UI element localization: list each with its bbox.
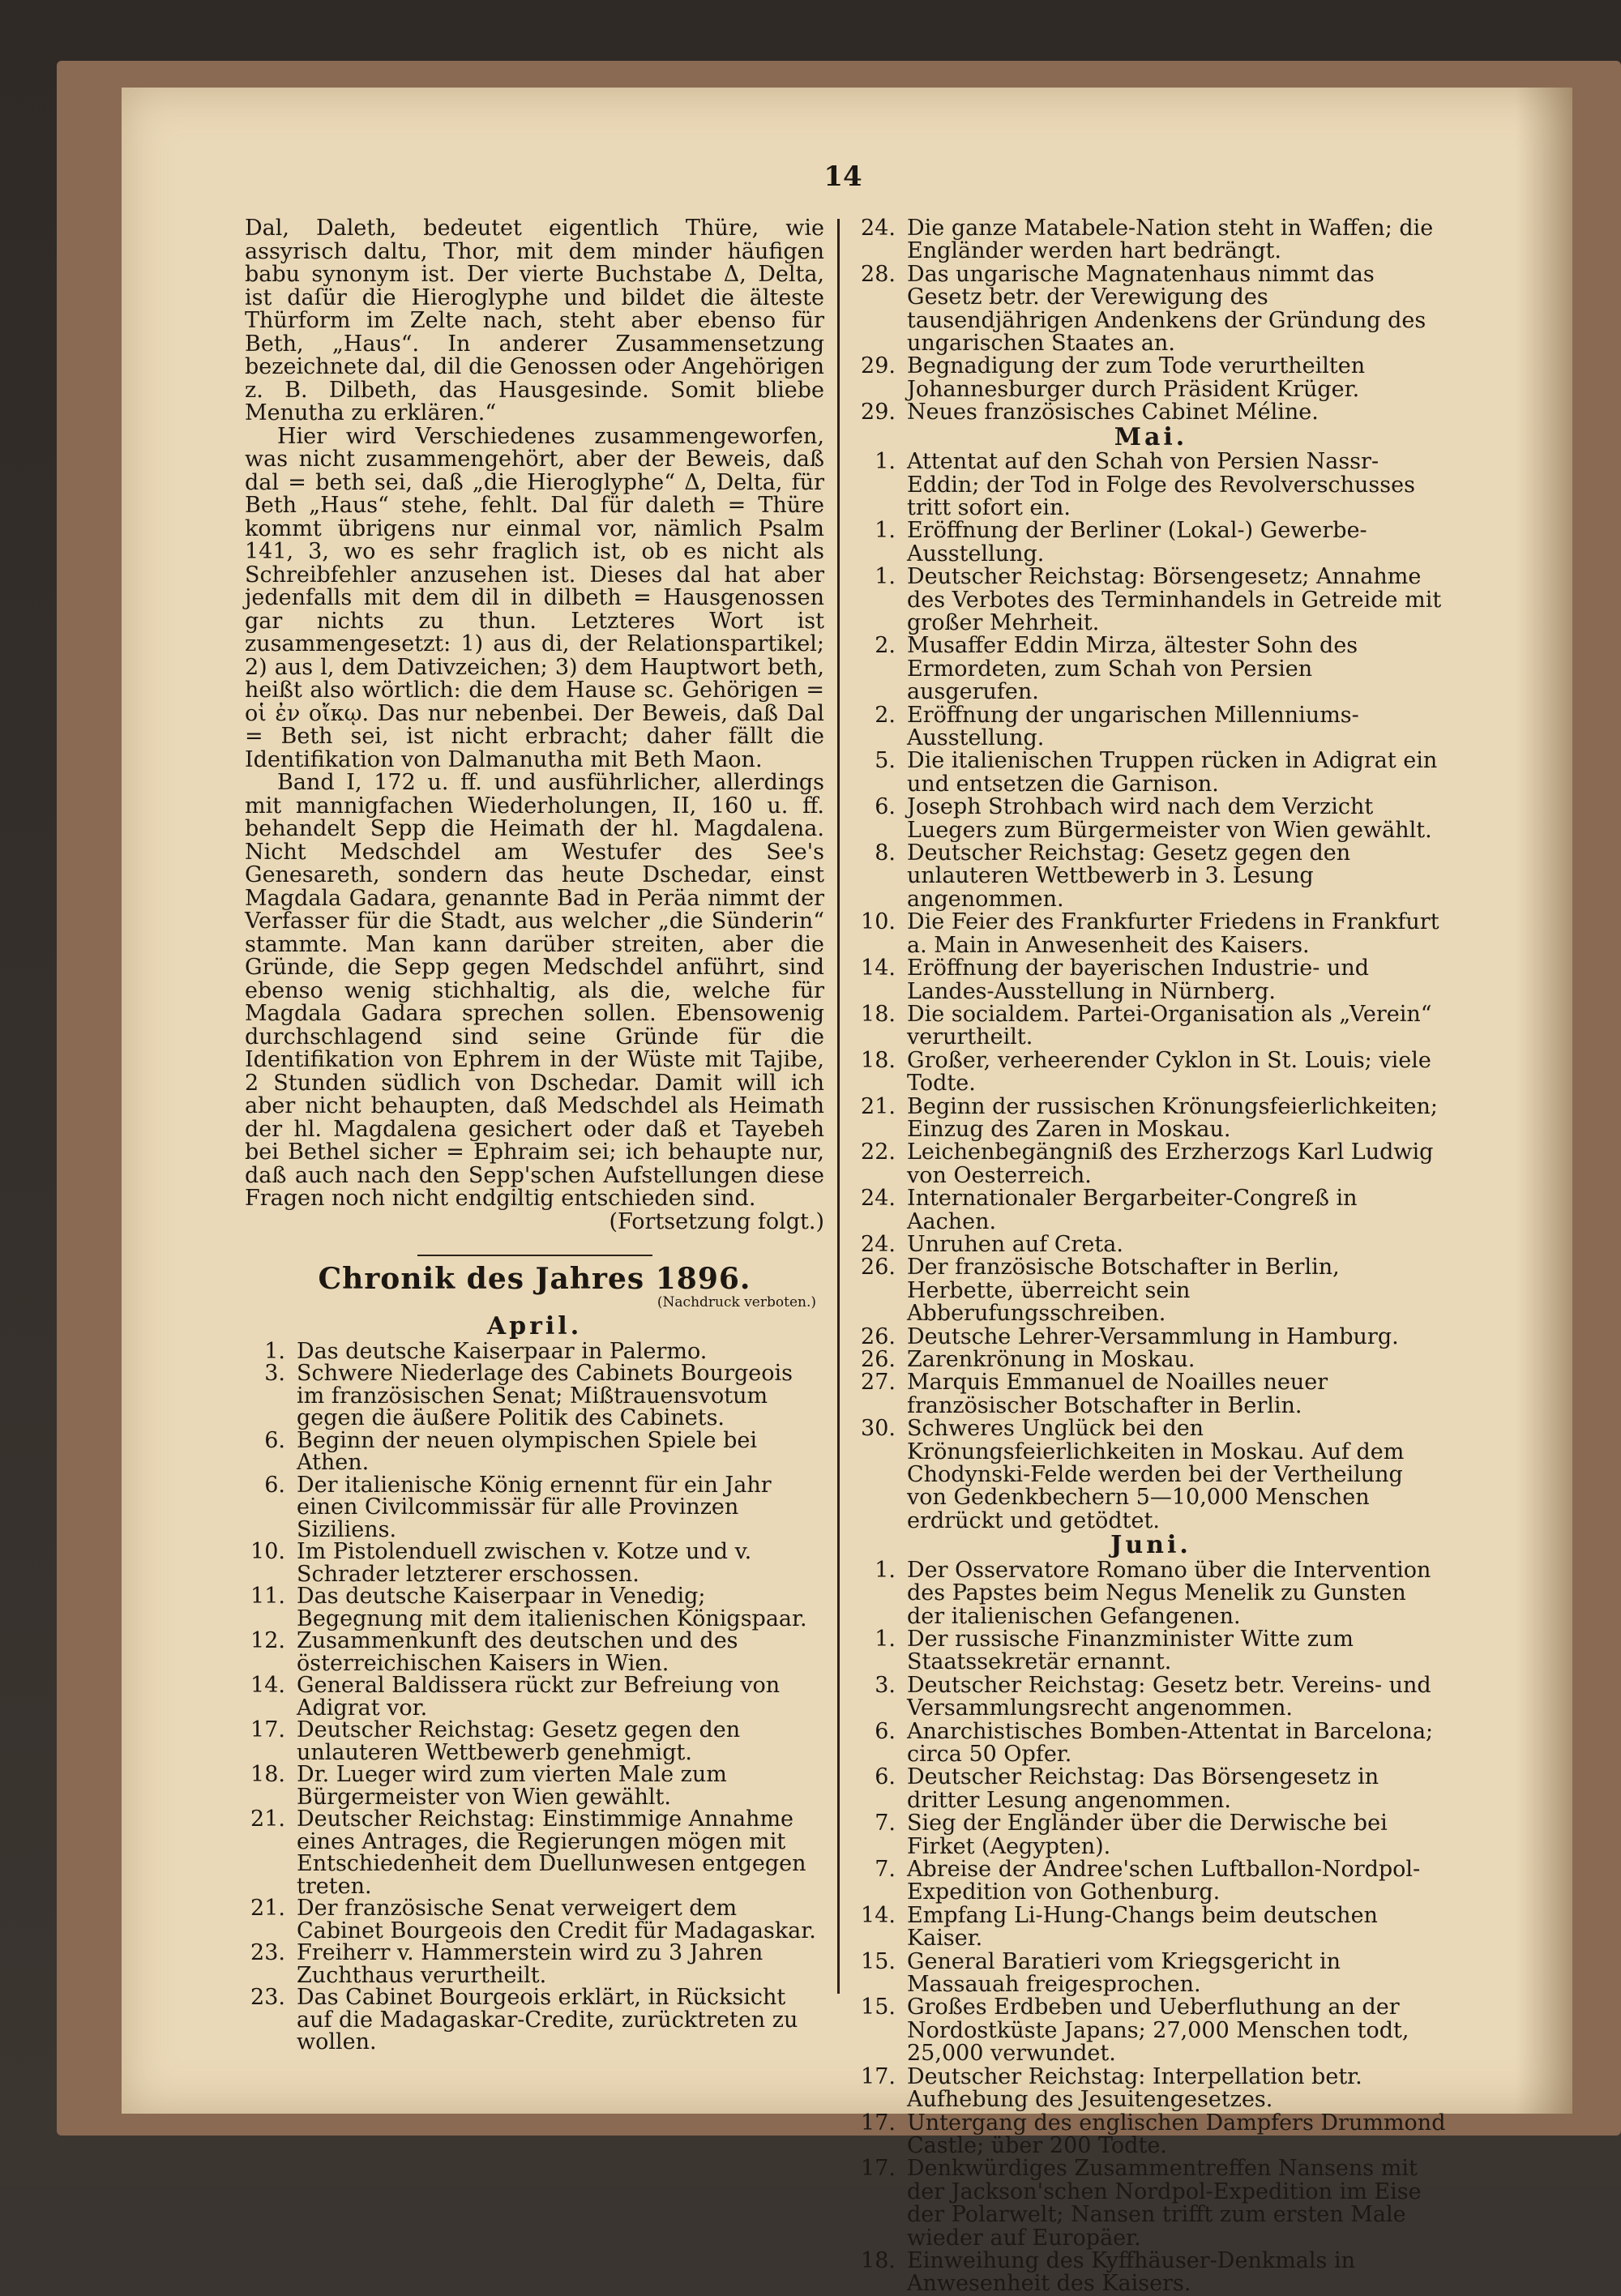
entry-text: Musaffer Eddin Mirza, ältester Sohn des Ermordeten, zum Schah von Persien ausgerufen.	[907, 633, 1358, 705]
chronicle-entry	[245, 1474, 824, 1541]
entry-day: 5.	[875, 748, 896, 774]
entry-day: 27.	[861, 1370, 896, 1396]
entry-day: 18.	[861, 1047, 896, 1073]
entry-day: 1.	[875, 1626, 896, 1652]
article-paragraph: Band I, 172 u. ff. und ausführlicher, allerdings mit mannigfachen Wiederholungen, II, 160 u. ff. behandelt Sepp die Heimath der hl. Magdalena. Nicht Medschdel am Westufer des See's Genesareth, sondern das heute Dschedar, einst Magdala Gadara, genannte Bad in Peräa nimmt der Verfasser für die Stadt, aus welcher „die Sünderin“ stammte. Man kann darüber streiten, aber die Gründe, die Sepp gegen Medschdel anführt, sind ebenso wenig stichhaltig, als die, welche für Magdala Gadara sprechen sollen. Ebensowenig durchschlagend sind seine Gründe für die Identifikation von Ephrem in der Wüste mit Tajibe, 2 Stunden südlich von Dschedar. Damit will ich aber nicht behaupten, daß Medschdel als Heimath der hl. Magdalena gesichert oder daß et Tayebeh bei Bethel sicher = Ephraim sei; ich behaupte nur, daß auch nach den Sepp'schen Aufstellungen diese Fragen noch nicht endgiltig entschieden sind.	[245, 770, 824, 1211]
entry-text: Der Osservatore Romano über die Intervention des Papstes beim Negus Menelik zu Gunsten der italienischen Gefangenen.	[907, 1557, 1431, 1629]
chronicle-entry	[245, 1897, 824, 1942]
entry-text: Die italienischen Truppen rücken in Adigrat ein und entsetzen die Garnison.	[907, 748, 1438, 797]
chronicle-entry	[855, 1371, 1447, 1417]
entry-day: 22.	[861, 1139, 896, 1165]
entry-day: 21.	[250, 1896, 285, 1921]
chronicle-entry	[855, 1718, 1447, 1767]
entry-day: 17.	[861, 2110, 896, 2136]
entry-text: Deutsche Lehrer-Versammlung in Hamburg.	[907, 1323, 1399, 1349]
chronicle-entry	[855, 2157, 1447, 2250]
entry-text: Das deutsche Kaiserpaar in Venedig; Begegnung mit dem italienischen Königspaar.	[297, 1584, 807, 1631]
chronicle-entry	[855, 842, 1447, 911]
entry-text: Das Cabinet Bourgeois erklärt, in Rücksicht auf die Madagaskar-Credite, zurücktreten zu wollen.	[297, 1985, 798, 2054]
entry-text: Die Feier des Frankfurter Friedens in Frankfurt a. Main in Anwesenheit des Kaisers.	[907, 909, 1439, 958]
chronicle-entry	[245, 1808, 824, 1897]
chronicle-entry	[855, 1047, 1447, 1097]
chronicle-entry	[855, 1141, 1447, 1187]
entry-text: Großer, verheerender Cyklon in St. Louis; viele Todte.	[907, 1047, 1431, 1097]
article-body	[245, 217, 824, 1211]
chronicle-entry	[245, 1362, 824, 1430]
entry-text: Die socialdem. Partei-Organisation als „Verein“ verurtheilt.	[907, 1001, 1432, 1050]
article-paragraph: Dal, Daleth, bedeutet eigentlich Thüre, wie assyrisch daltu, Thor, mit dem minder häufigen babu synonym ist. Der vierte Buchstabe Δ, Delta, ist daſür die Hieroglyphe und bildet die älteste Thürform im Zelte nach, steht aber ebenso für Beth, „Haus“. In anderer Zusammensetzung bezeichnete dal, dil die Genossen oder Angehörigen z. B. Dilbeth, das Hausgesinde. Somit bliebe Menutha zu erklären.“	[245, 216, 824, 425]
entry-text: Der französische Senat verweigert dem Cabinet Bourgeois den Credit für Madagaskar.	[297, 1896, 816, 1943]
page-number: 14	[823, 160, 862, 193]
entry-text: General Baratieri vom Kriegsgericht in Massauah freigesprochen.	[907, 1948, 1341, 1998]
entry-day: 17.	[250, 1717, 285, 1742]
entry-text: Zusammenkunft des deutschen und des österreichischen Kaisers in Wien.	[297, 1628, 738, 1676]
entry-day: 26.	[861, 1323, 896, 1349]
chronicle-entry	[855, 2247, 1447, 2296]
entry-text: Deutscher Reichstag: Gesetz gegen den unlauteren Wettbewerb in 3. Lesung angenommen.	[907, 840, 1351, 912]
entry-text: Joseph Strohbach wird nach dem Verzicht Luegers zum Bürgermeister von Wien gewählt.	[907, 794, 1432, 843]
entry-text: Die ganze Matabele-Nation steht in Waffen; die Engländer werden hart bedrängt.	[907, 216, 1434, 264]
entry-day: 10.	[250, 1539, 285, 1564]
entry-text: Deutscher Reichstag: Gesetz gegen den unlauteren Wettbewerb genehmigt.	[297, 1717, 741, 1765]
chronicle-entry	[855, 401, 1447, 424]
entry-text: Attentat auf den Schah von Persien Nassr-Eddin; der Tod in Folge des Revolverschusses tritt sofort ein.	[907, 449, 1415, 520]
chronicle-entry	[245, 1541, 824, 1585]
entry-day: 8.	[875, 840, 896, 866]
entry-day: 10.	[861, 909, 896, 935]
month-heading-april: April.	[486, 1312, 583, 1340]
entry-text: Deutscher Reichstag: Das Börsengesetz in dritter Lesung angenommen.	[907, 1764, 1379, 1813]
chronicle-entry	[855, 704, 1447, 750]
chronicle-entry	[245, 1585, 824, 1630]
entry-text: Untergang des englischen Dampfers Drummond Castle; über 200 Todte.	[907, 2110, 1446, 2158]
entry-text: Großes Erdbeben und Ueberfluthung an der Nordostküste Japans; 27,000 Menschen todt, 25,000 verwundet.	[907, 1995, 1409, 2067]
entry-text: Deutscher Reichstag: Börsengesetz; Annahme des Verbotes des Terminhandels in Getreide mit großer Mehrheit.	[907, 564, 1442, 635]
entry-text: Empfang Li-Hung-Changs beim deutschen Kaiser.	[907, 1902, 1378, 1952]
entry-day: 18.	[861, 2247, 896, 2273]
entry-text: Im Pistolenduell zwischen v. Kotze und v. Schrader letzterer erschossen.	[297, 1539, 752, 1587]
entry-day: 6.	[264, 1427, 285, 1453]
chronicle-entry	[855, 1902, 1447, 1952]
entry-text: Deutscher Reichstag: Einstimmige Annahme eines Antrages, die Regierungen mögen mit Entschiedenheit dem Duellunwesen entgegen treten.	[297, 1806, 806, 1899]
chronicle-entry	[855, 519, 1447, 566]
chronicle-entry	[855, 1003, 1447, 1050]
chronicle-entry	[855, 566, 1447, 635]
chronicle-title: Chronik des Jahres 1896.	[318, 1262, 751, 1296]
entry-day: 1.	[875, 449, 896, 475]
chronicle-entry	[855, 1858, 1447, 1905]
entry-day: 30.	[861, 1416, 896, 1442]
chronicle-entry	[855, 2112, 1447, 2158]
entry-day: 21.	[861, 1093, 896, 1119]
entry-day: 12.	[250, 1628, 285, 1653]
chronicle-entry	[855, 1674, 1447, 1721]
chronicle-entry	[245, 1674, 824, 1719]
entry-day: 7.	[875, 1811, 896, 1836]
chronicle-entry	[245, 1340, 824, 1363]
entry-day: 1.	[875, 564, 896, 590]
chronicle-entry	[245, 1719, 824, 1764]
section-rule	[417, 1255, 652, 1256]
entry-text: Denkwürdiges Zusammentreffen Nansens mit der Jackson'schen Nordpol-Expedition im Eise der Polarwelt; Nansen trifft zum ersten Male wieder auf Europäer.	[907, 2156, 1422, 2251]
entry-text: Deutscher Reichstag: Gesetz betr. Vereins- und Versammlungsrecht angenommen.	[907, 1672, 1431, 1721]
entry-day: 2.	[875, 702, 896, 728]
chronicle-entry	[855, 355, 1447, 401]
entry-day: 24.	[861, 1231, 896, 1257]
entry-day: 6.	[875, 794, 896, 820]
entry-text: Unruhen auf Creta.	[907, 1231, 1123, 1257]
entry-text: Beginn der neuen olympischen Spiele bei Athen.	[297, 1427, 758, 1475]
entry-day: 29.	[861, 400, 896, 425]
reprint-note: (Nachdruck verboten.)	[657, 1293, 816, 1310]
entry-day: 29.	[861, 353, 896, 379]
entry-text: Einweihung des Kyffhäuser-Denkmals in Anwesenheit des Kaisers.	[907, 2247, 1355, 2296]
continued-note: (Fortsetzung folgt.)	[609, 1208, 824, 1234]
entry-day: 1.	[264, 1338, 285, 1364]
entry-text: Internationaler Bergarbeiter-Congreß in Aachen.	[907, 1186, 1358, 1234]
entry-day: 18.	[250, 1762, 285, 1787]
entry-day: 3.	[264, 1361, 285, 1386]
chronicle-entry	[855, 1093, 1447, 1142]
chronicle-entry	[855, 217, 1447, 263]
entry-day: 21.	[250, 1806, 285, 1832]
entry-day: 24.	[861, 1186, 896, 1212]
entry-day: 3.	[875, 1672, 896, 1698]
entry-day: 26.	[861, 1255, 896, 1281]
month-heading-may: Mai.	[1114, 422, 1188, 451]
chronicle-entry	[855, 635, 1447, 703]
chronicle-entry	[855, 1948, 1447, 1998]
entry-day: 1.	[875, 518, 896, 544]
entry-text: Anarchistisches Bomben-Attentat in Barcelona; circa 50 Opfer.	[907, 1718, 1434, 1767]
entry-day: 14.	[861, 956, 896, 981]
entry-day: 15.	[861, 1948, 896, 1974]
may-entries	[855, 451, 1447, 1533]
chronicle-entry	[855, 1812, 1447, 1858]
entry-text: Eröffnung der ungarischen Millenniums-Ausstellung.	[907, 702, 1359, 751]
entry-text: Der russische Finanzminister Witte zum Staatssekretär ernannt.	[907, 1626, 1354, 1675]
article-paragraph: Hier wird Verschiedenes zusammengeworfen, was nicht zusammengehört, aber der Beweis, daß dal = beth sei, daß „die Hieroglyphe“ Δ, Delta, für Beth „Haus“ stehe, fehlt. Dal für daleth = Thüre kommt übrigens nur einmal vor, nämlich Psalm 141, 3, wo es sehr fraglich ist, ob es nicht als Schreibfehler anzusehen ist. Dieses dal hat aber jedenfalls mit dem dil in dilbeth = Hausgenossen gar nichts zu thun. Letzteres Wort ist zusammengesetzt: 1) aus di, der Relationspartikel; 2) aus l, dem Dativzeichen; 3) dem Hauptwort beth, heißt also wörtlich: die dem Hause sc. Gehörigen = οἱ ἐν οἴκῳ. Das nur nebenbei. Der Beweis, daß Dal = Beth sei, ist nicht erbracht; daher fällt die Identifikation von Dalmanutha mit Beth Maon.	[245, 423, 824, 772]
entry-day: 14.	[861, 1902, 896, 1928]
april-entries-continued	[855, 217, 1447, 425]
chronicle-entry	[855, 1559, 1447, 1628]
chronicle-entry	[855, 1256, 1447, 1325]
chronicle-entry	[855, 1231, 1447, 1257]
entry-day: 23.	[250, 1940, 285, 1965]
entry-day: 14.	[250, 1673, 285, 1698]
entry-day: 6.	[264, 1472, 285, 1498]
right-column	[855, 217, 1447, 2296]
page-edge-shadow	[1516, 88, 1572, 2114]
chronicle-entry	[855, 796, 1447, 842]
chronicle-entry	[855, 2063, 1447, 2113]
chronicle-entry	[855, 1766, 1447, 1812]
chronicle-entry	[245, 1630, 824, 1674]
entry-day: 11.	[250, 1584, 285, 1609]
entry-day: 17.	[861, 2156, 896, 2182]
entry-text: Das deutsche Kaiserpaar in Palermo.	[297, 1338, 708, 1364]
entry-day: 28.	[861, 261, 896, 287]
entry-text: Schweres Unglück bei den Krönungsfeierlichkeiten in Moskau. Auf dem Chodynski-Felde werden bei der Vertheilung von Gedenkbechern 5—10,000 Menschen erdrückt und getödtet.	[907, 1416, 1405, 1533]
april-entries	[245, 1340, 824, 2054]
entry-text: Schwere Niederlage des Cabinets Bourgeois im französischen Senat; Mißtrauensvotum gegen die äußere Politik des Cabinets.	[297, 1361, 793, 1430]
entry-day: 15.	[861, 1995, 896, 2020]
entry-text: Beginn der russischen Krönungsfeierlichkeiten; Einzug des Zaren in Moskau.	[907, 1093, 1439, 1142]
entry-text: Zarenkrönung in Moskau.	[907, 1347, 1195, 1372]
chronicle-entry	[855, 451, 1447, 519]
chronicle-entry	[245, 1427, 824, 1475]
column-divider	[837, 219, 840, 1994]
entry-text: Deutscher Reichstag: Interpellation betr. Aufhebung des Jesuitengesetzes.	[907, 2063, 1362, 2113]
chronicle-entry	[245, 1986, 824, 2054]
entry-text: Eröffnung der Berliner (Lokal-) Gewerbe-Ausstellung.	[907, 518, 1367, 567]
chronicle-entry	[855, 750, 1447, 796]
entry-day: 18.	[861, 1001, 896, 1027]
chronicle-entry	[245, 1764, 824, 1808]
entry-text: Der französische Botschafter in Berlin, Herbette, überreicht sein Abberufungsschreiben.	[907, 1255, 1340, 1327]
entry-text: Abreise der Andree'schen Luftballon-Nordpol-Expedition von Gothenburg.	[907, 1857, 1421, 1905]
month-heading-june: Juni.	[1110, 1531, 1191, 1560]
entry-text: Sieg der Engländer über die Derwische bei Firket (Aegypten).	[907, 1811, 1388, 1859]
entry-day: 24.	[861, 216, 896, 241]
entry-text: Der italienische König ernennt für ein Jahr einen Civilcommissär für alle Provinzen Siziliens.	[297, 1472, 772, 1542]
entry-text: Freiherr v. Hammerstein wird zu 3 Jahren Zuchthaus verurtheilt.	[297, 1940, 763, 1988]
chronicle-entry	[855, 1996, 1447, 2065]
chronicle-entry	[855, 1628, 1447, 1674]
entry-text: Dr. Lueger wird zum vierten Male zum Bürgermeister von Wien gewählt.	[297, 1762, 727, 1810]
chronicle-entry	[855, 1349, 1447, 1371]
entry-day: 23.	[250, 1985, 285, 2010]
entry-text: General Baldissera rückt zur Befreiung von Adigrat vor.	[297, 1673, 781, 1721]
entry-text: Neues französisches Cabinet Méline.	[907, 400, 1319, 425]
left-column	[245, 217, 824, 2054]
entry-text: Begnadigung der zum Tode verurtheilten Johannesburger durch Präsident Krüger.	[907, 353, 1366, 402]
chronicle-entry	[245, 1942, 824, 1986]
entry-day: 2.	[875, 633, 896, 659]
entry-day: 26.	[861, 1347, 896, 1372]
chronicle-entry	[855, 1417, 1447, 1533]
chronicle-entry	[855, 911, 1447, 957]
entry-text: Eröffnung der bayerischen Industrie- und Landes-Ausstellung in Nürnberg.	[907, 956, 1370, 1004]
entry-day: 1.	[875, 1557, 896, 1583]
entry-text: Leichenbegängniß des Erzherzogs Karl Ludwig von Oesterreich.	[907, 1139, 1434, 1188]
chronicle-entry	[855, 263, 1447, 356]
june-entries	[855, 1559, 1447, 2296]
entry-day: 6.	[875, 1718, 896, 1744]
chronicle-entry	[855, 957, 1447, 1003]
entry-day: 17.	[861, 2063, 896, 2089]
entry-text: Das ungarische Magnatenhaus nimmt das Gesetz betr. der Verewigung des tausendjährigen Andenkens der Gründung des ungarischen Staates an.	[907, 261, 1426, 357]
chronicle-entry	[855, 1323, 1447, 1349]
chronicle-entry	[855, 1187, 1447, 1234]
entry-day: 7.	[875, 1857, 896, 1883]
entry-day: 6.	[875, 1764, 896, 1790]
entry-text: Marquis Emmanuel de Noailles neuer französischer Botschafter in Berlin.	[907, 1370, 1328, 1418]
